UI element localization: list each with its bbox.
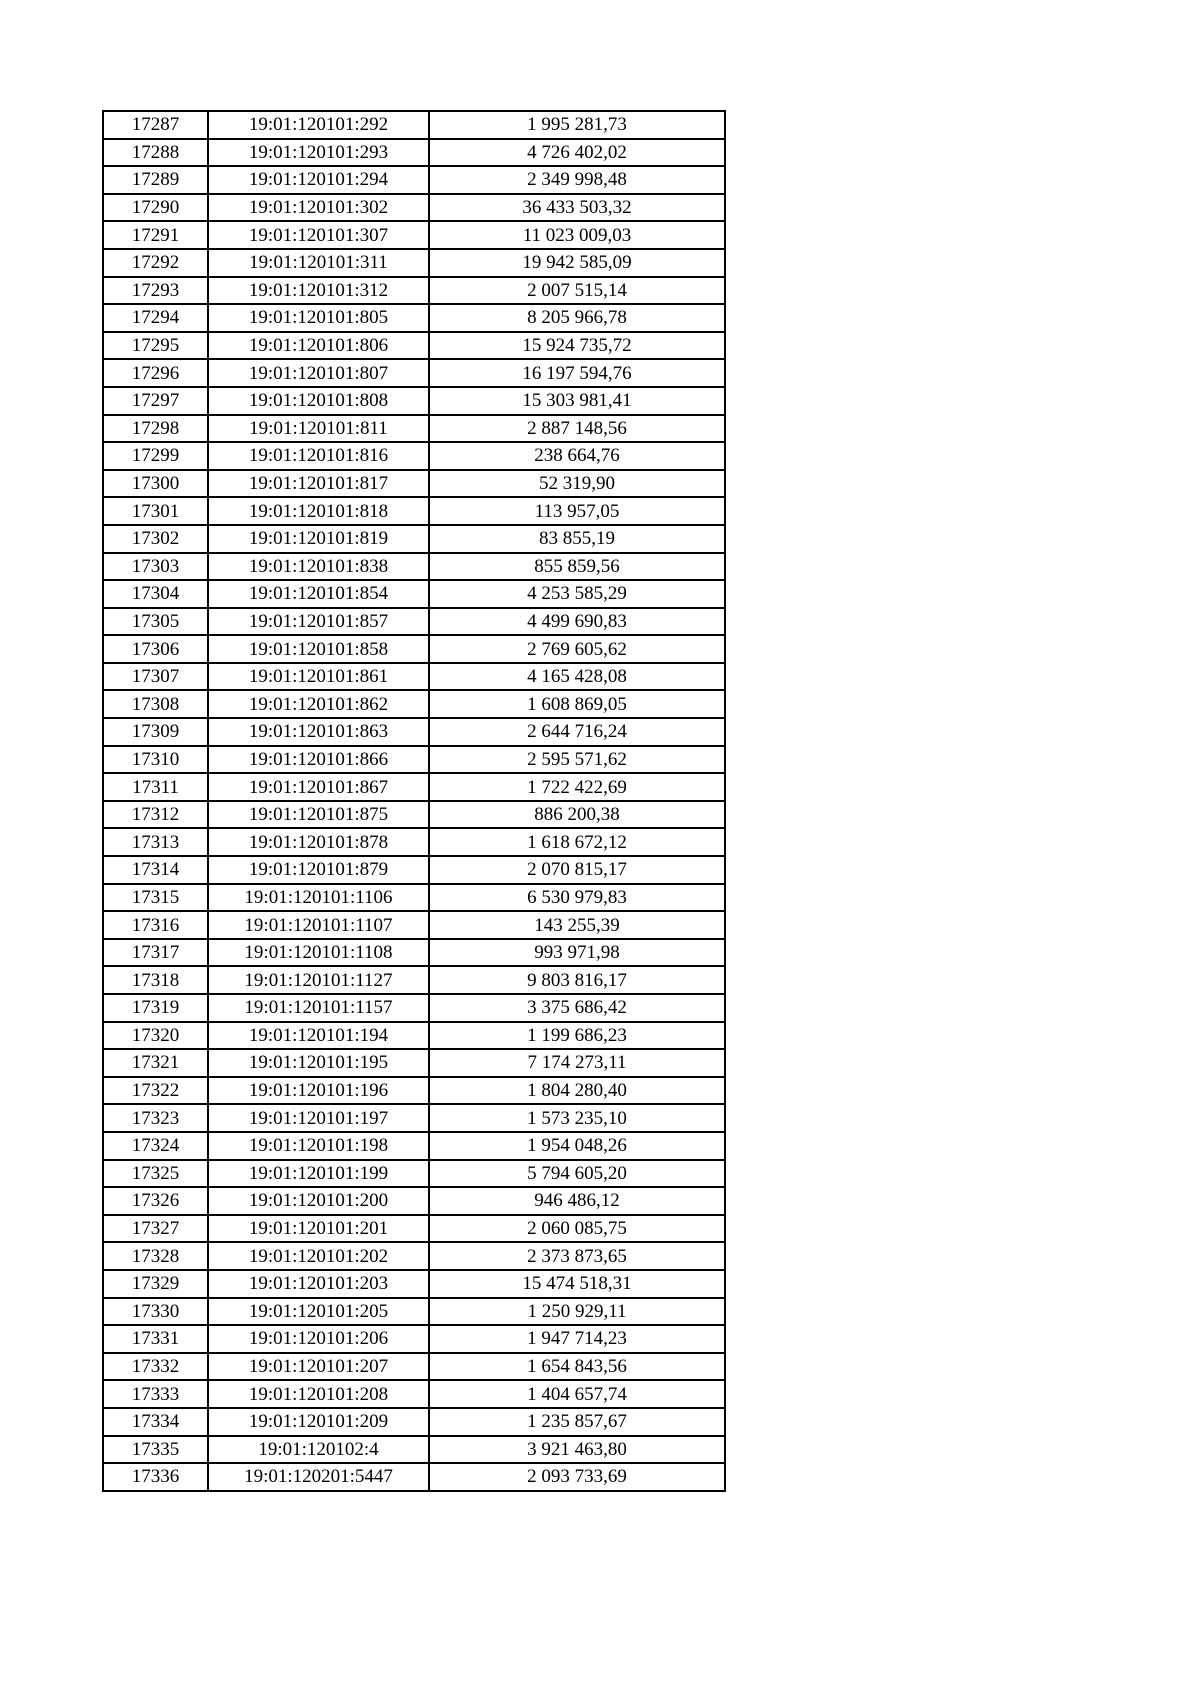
cadastral-value-cell: 2 769 605,62 xyxy=(429,635,725,663)
table-row xyxy=(103,939,725,967)
row-number-cell: 17297 xyxy=(103,387,208,415)
cadastral-number-cell: 19:01:120101:196 xyxy=(208,1077,429,1105)
cadastral-number-cell: 19:01:120101:199 xyxy=(208,1160,429,1188)
row-number-cell: 17314 xyxy=(103,856,208,884)
row-number-cell: 17304 xyxy=(103,580,208,608)
cadastral-number-cell: 19:01:120101:198 xyxy=(208,1132,429,1160)
table-row xyxy=(103,1298,725,1326)
row-number-cell: 17289 xyxy=(103,166,208,194)
cadastral-value-cell: 3 375 686,42 xyxy=(429,994,725,1022)
table-row xyxy=(103,553,725,581)
cadastral-value-cell: 1 954 048,26 xyxy=(429,1132,725,1160)
cadastral-value-cell: 1 608 869,05 xyxy=(429,690,725,718)
table-row xyxy=(103,470,725,498)
cadastral-value-cell: 2 373 873,65 xyxy=(429,1242,725,1270)
row-number-cell: 17334 xyxy=(103,1408,208,1436)
cadastral-value-cell: 1 995 281,73 xyxy=(429,111,725,139)
cadastral-number-cell: 19:01:120101:863 xyxy=(208,718,429,746)
cadastral-number-cell: 19:01:120101:293 xyxy=(208,139,429,167)
table-row xyxy=(103,884,725,912)
cadastral-number-cell: 19:01:120102:4 xyxy=(208,1436,429,1464)
cadastral-number-cell: 19:01:120101:807 xyxy=(208,359,429,387)
row-number-cell: 17287 xyxy=(103,111,208,139)
cadastral-number-cell: 19:01:120101:207 xyxy=(208,1353,429,1381)
row-number-cell: 17320 xyxy=(103,1022,208,1050)
cadastral-value-cell: 4 726 402,02 xyxy=(429,139,725,167)
cadastral-number-cell: 19:01:120101:1127 xyxy=(208,966,429,994)
table-row xyxy=(103,1049,725,1077)
cadastral-value-cell: 238 664,76 xyxy=(429,442,725,470)
cadastral-number-cell: 19:01:120101:808 xyxy=(208,387,429,415)
cadastral-value-cell: 2 644 716,24 xyxy=(429,718,725,746)
cadastral-value-table xyxy=(102,110,726,1492)
row-number-cell: 17288 xyxy=(103,139,208,167)
cadastral-value-cell: 52 319,90 xyxy=(429,470,725,498)
cadastral-number-cell: 19:01:120101:805 xyxy=(208,304,429,332)
cadastral-value-cell: 1 250 929,11 xyxy=(429,1298,725,1326)
row-number-cell: 17307 xyxy=(103,663,208,691)
table-row xyxy=(103,966,725,994)
table-row xyxy=(103,1325,725,1353)
row-number-cell: 17332 xyxy=(103,1353,208,1381)
table-row xyxy=(103,277,725,305)
cadastral-number-cell: 19:01:120101:302 xyxy=(208,194,429,222)
table-row xyxy=(103,746,725,774)
cadastral-value-cell: 2 595 571,62 xyxy=(429,746,725,774)
row-number-cell: 17321 xyxy=(103,1049,208,1077)
table-row xyxy=(103,442,725,470)
cadastral-value-cell: 8 205 966,78 xyxy=(429,304,725,332)
cadastral-number-cell: 19:01:120101:292 xyxy=(208,111,429,139)
row-number-cell: 17326 xyxy=(103,1187,208,1215)
row-number-cell: 17312 xyxy=(103,801,208,829)
cadastral-number-cell: 19:01:120201:5447 xyxy=(208,1463,429,1491)
table-row xyxy=(103,718,725,746)
cadastral-number-cell: 19:01:120101:200 xyxy=(208,1187,429,1215)
row-number-cell: 17294 xyxy=(103,304,208,332)
table-row xyxy=(103,304,725,332)
cadastral-number-cell: 19:01:120101:861 xyxy=(208,663,429,691)
table-body xyxy=(103,111,725,1491)
cadastral-value-cell: 15 303 981,41 xyxy=(429,387,725,415)
cadastral-value-cell: 1 573 235,10 xyxy=(429,1104,725,1132)
cadastral-number-cell: 19:01:120101:1107 xyxy=(208,911,429,939)
cadastral-value-cell: 83 855,19 xyxy=(429,525,725,553)
row-number-cell: 17305 xyxy=(103,608,208,636)
table-row xyxy=(103,1242,725,1270)
cadastral-number-cell: 19:01:120101:1108 xyxy=(208,939,429,967)
cadastral-number-cell: 19:01:120101:194 xyxy=(208,1022,429,1050)
table-row xyxy=(103,221,725,249)
row-number-cell: 17290 xyxy=(103,194,208,222)
row-number-cell: 17302 xyxy=(103,525,208,553)
table-row xyxy=(103,635,725,663)
cadastral-value-cell: 4 499 690,83 xyxy=(429,608,725,636)
row-number-cell: 17295 xyxy=(103,332,208,360)
table-row xyxy=(103,139,725,167)
row-number-cell: 17301 xyxy=(103,497,208,525)
cadastral-value-cell: 946 486,12 xyxy=(429,1187,725,1215)
row-number-cell: 17296 xyxy=(103,359,208,387)
cadastral-value-cell: 11 023 009,03 xyxy=(429,221,725,249)
table-row xyxy=(103,166,725,194)
cadastral-number-cell: 19:01:120101:811 xyxy=(208,415,429,443)
cadastral-number-cell: 19:01:120101:858 xyxy=(208,635,429,663)
table-row xyxy=(103,1077,725,1105)
cadastral-value-cell: 1 235 857,67 xyxy=(429,1408,725,1436)
cadastral-value-cell: 2 070 815,17 xyxy=(429,856,725,884)
cadastral-value-cell: 1 722 422,69 xyxy=(429,773,725,801)
cadastral-value-cell: 1 804 280,40 xyxy=(429,1077,725,1105)
table-row xyxy=(103,828,725,856)
cadastral-number-cell: 19:01:120101:862 xyxy=(208,690,429,718)
table-row xyxy=(103,1132,725,1160)
table-row xyxy=(103,1270,725,1298)
row-number-cell: 17323 xyxy=(103,1104,208,1132)
row-number-cell: 17327 xyxy=(103,1215,208,1243)
cadastral-value-cell: 855 859,56 xyxy=(429,553,725,581)
cadastral-value-cell: 4 165 428,08 xyxy=(429,663,725,691)
row-number-cell: 17299 xyxy=(103,442,208,470)
table-row xyxy=(103,911,725,939)
cadastral-number-cell: 19:01:120101:294 xyxy=(208,166,429,194)
cadastral-value-cell: 1 618 672,12 xyxy=(429,828,725,856)
table-row xyxy=(103,387,725,415)
row-number-cell: 17291 xyxy=(103,221,208,249)
cadastral-number-cell: 19:01:120101:203 xyxy=(208,1270,429,1298)
table-row xyxy=(103,801,725,829)
cadastral-value-cell: 5 794 605,20 xyxy=(429,1160,725,1188)
cadastral-number-cell: 19:01:120101:857 xyxy=(208,608,429,636)
table-row xyxy=(103,1215,725,1243)
cadastral-number-cell: 19:01:120101:817 xyxy=(208,470,429,498)
table-row xyxy=(103,1022,725,1050)
row-number-cell: 17328 xyxy=(103,1242,208,1270)
cadastral-value-cell: 886 200,38 xyxy=(429,801,725,829)
row-number-cell: 17333 xyxy=(103,1380,208,1408)
cadastral-number-cell: 19:01:120101:206 xyxy=(208,1325,429,1353)
cadastral-value-cell: 15 474 518,31 xyxy=(429,1270,725,1298)
table-row xyxy=(103,1104,725,1132)
row-number-cell: 17317 xyxy=(103,939,208,967)
cadastral-value-cell: 9 803 816,17 xyxy=(429,966,725,994)
row-number-cell: 17303 xyxy=(103,553,208,581)
row-number-cell: 17298 xyxy=(103,415,208,443)
cadastral-value-cell: 113 957,05 xyxy=(429,497,725,525)
row-number-cell: 17309 xyxy=(103,718,208,746)
table-row xyxy=(103,1187,725,1215)
table-row xyxy=(103,663,725,691)
table-row xyxy=(103,332,725,360)
cadastral-number-cell: 19:01:120101:816 xyxy=(208,442,429,470)
cadastral-value-cell: 143 255,39 xyxy=(429,911,725,939)
row-number-cell: 17329 xyxy=(103,1270,208,1298)
cadastral-value-cell: 2 349 998,48 xyxy=(429,166,725,194)
table-row xyxy=(103,773,725,801)
cadastral-number-cell: 19:01:120101:202 xyxy=(208,1242,429,1270)
row-number-cell: 17322 xyxy=(103,1077,208,1105)
row-number-cell: 17316 xyxy=(103,911,208,939)
table-row xyxy=(103,415,725,443)
cadastral-value-cell: 15 924 735,72 xyxy=(429,332,725,360)
table-row xyxy=(103,497,725,525)
row-number-cell: 17293 xyxy=(103,277,208,305)
cadastral-value-cell: 1 199 686,23 xyxy=(429,1022,725,1050)
cadastral-number-cell: 19:01:120101:866 xyxy=(208,746,429,774)
table-row xyxy=(103,1436,725,1464)
cadastral-number-cell: 19:01:120101:1106 xyxy=(208,884,429,912)
row-number-cell: 17325 xyxy=(103,1160,208,1188)
cadastral-number-cell: 19:01:120101:818 xyxy=(208,497,429,525)
table-row xyxy=(103,994,725,1022)
row-number-cell: 17313 xyxy=(103,828,208,856)
row-number-cell: 17335 xyxy=(103,1436,208,1464)
row-number-cell: 17324 xyxy=(103,1132,208,1160)
table-row xyxy=(103,580,725,608)
cadastral-number-cell: 19:01:120101:209 xyxy=(208,1408,429,1436)
row-number-cell: 17310 xyxy=(103,746,208,774)
cadastral-number-cell: 19:01:120101:195 xyxy=(208,1049,429,1077)
table-row xyxy=(103,856,725,884)
cadastral-value-cell: 7 174 273,11 xyxy=(429,1049,725,1077)
row-number-cell: 17318 xyxy=(103,966,208,994)
table-row xyxy=(103,359,725,387)
row-number-cell: 17308 xyxy=(103,690,208,718)
row-number-cell: 17306 xyxy=(103,635,208,663)
row-number-cell: 17315 xyxy=(103,884,208,912)
cadastral-value-cell: 19 942 585,09 xyxy=(429,249,725,277)
cadastral-value-cell: 993 971,98 xyxy=(429,939,725,967)
cadastral-number-cell: 19:01:120101:205 xyxy=(208,1298,429,1326)
row-number-cell: 17331 xyxy=(103,1325,208,1353)
cadastral-value-cell: 2 887 148,56 xyxy=(429,415,725,443)
row-number-cell: 17336 xyxy=(103,1463,208,1491)
cadastral-value-cell: 2 007 515,14 xyxy=(429,277,725,305)
table-row xyxy=(103,525,725,553)
table-row xyxy=(103,608,725,636)
table-row xyxy=(103,249,725,277)
cadastral-value-cell: 4 253 585,29 xyxy=(429,580,725,608)
cadastral-number-cell: 19:01:120101:854 xyxy=(208,580,429,608)
cadastral-value-cell: 3 921 463,80 xyxy=(429,1436,725,1464)
table-row xyxy=(103,194,725,222)
row-number-cell: 17319 xyxy=(103,994,208,1022)
cadastral-number-cell: 19:01:120101:879 xyxy=(208,856,429,884)
row-number-cell: 17311 xyxy=(103,773,208,801)
cadastral-number-cell: 19:01:120101:838 xyxy=(208,553,429,581)
cadastral-number-cell: 19:01:120101:312 xyxy=(208,277,429,305)
table-row xyxy=(103,1160,725,1188)
cadastral-number-cell: 19:01:120101:806 xyxy=(208,332,429,360)
cadastral-number-cell: 19:01:120101:875 xyxy=(208,801,429,829)
cadastral-number-cell: 19:01:120101:819 xyxy=(208,525,429,553)
table-row xyxy=(103,1380,725,1408)
cadastral-value-cell: 1 654 843,56 xyxy=(429,1353,725,1381)
cadastral-number-cell: 19:01:120101:307 xyxy=(208,221,429,249)
table-row xyxy=(103,1408,725,1436)
table-row xyxy=(103,1463,725,1491)
table-row xyxy=(103,1353,725,1381)
cadastral-number-cell: 19:01:120101:878 xyxy=(208,828,429,856)
cadastral-value-cell: 6 530 979,83 xyxy=(429,884,725,912)
table-row xyxy=(103,690,725,718)
cadastral-value-cell: 16 197 594,76 xyxy=(429,359,725,387)
cadastral-value-cell: 36 433 503,32 xyxy=(429,194,725,222)
cadastral-number-cell: 19:01:120101:197 xyxy=(208,1104,429,1132)
cadastral-value-cell: 1 404 657,74 xyxy=(429,1380,725,1408)
table-row xyxy=(103,111,725,139)
cadastral-value-cell: 2 093 733,69 xyxy=(429,1463,725,1491)
row-number-cell: 17330 xyxy=(103,1298,208,1326)
row-number-cell: 17300 xyxy=(103,470,208,498)
cadastral-number-cell: 19:01:120101:1157 xyxy=(208,994,429,1022)
cadastral-value-cell: 2 060 085,75 xyxy=(429,1215,725,1243)
cadastral-number-cell: 19:01:120101:208 xyxy=(208,1380,429,1408)
cadastral-number-cell: 19:01:120101:201 xyxy=(208,1215,429,1243)
row-number-cell: 17292 xyxy=(103,249,208,277)
cadastral-number-cell: 19:01:120101:867 xyxy=(208,773,429,801)
cadastral-number-cell: 19:01:120101:311 xyxy=(208,249,429,277)
cadastral-value-cell: 1 947 714,23 xyxy=(429,1325,725,1353)
